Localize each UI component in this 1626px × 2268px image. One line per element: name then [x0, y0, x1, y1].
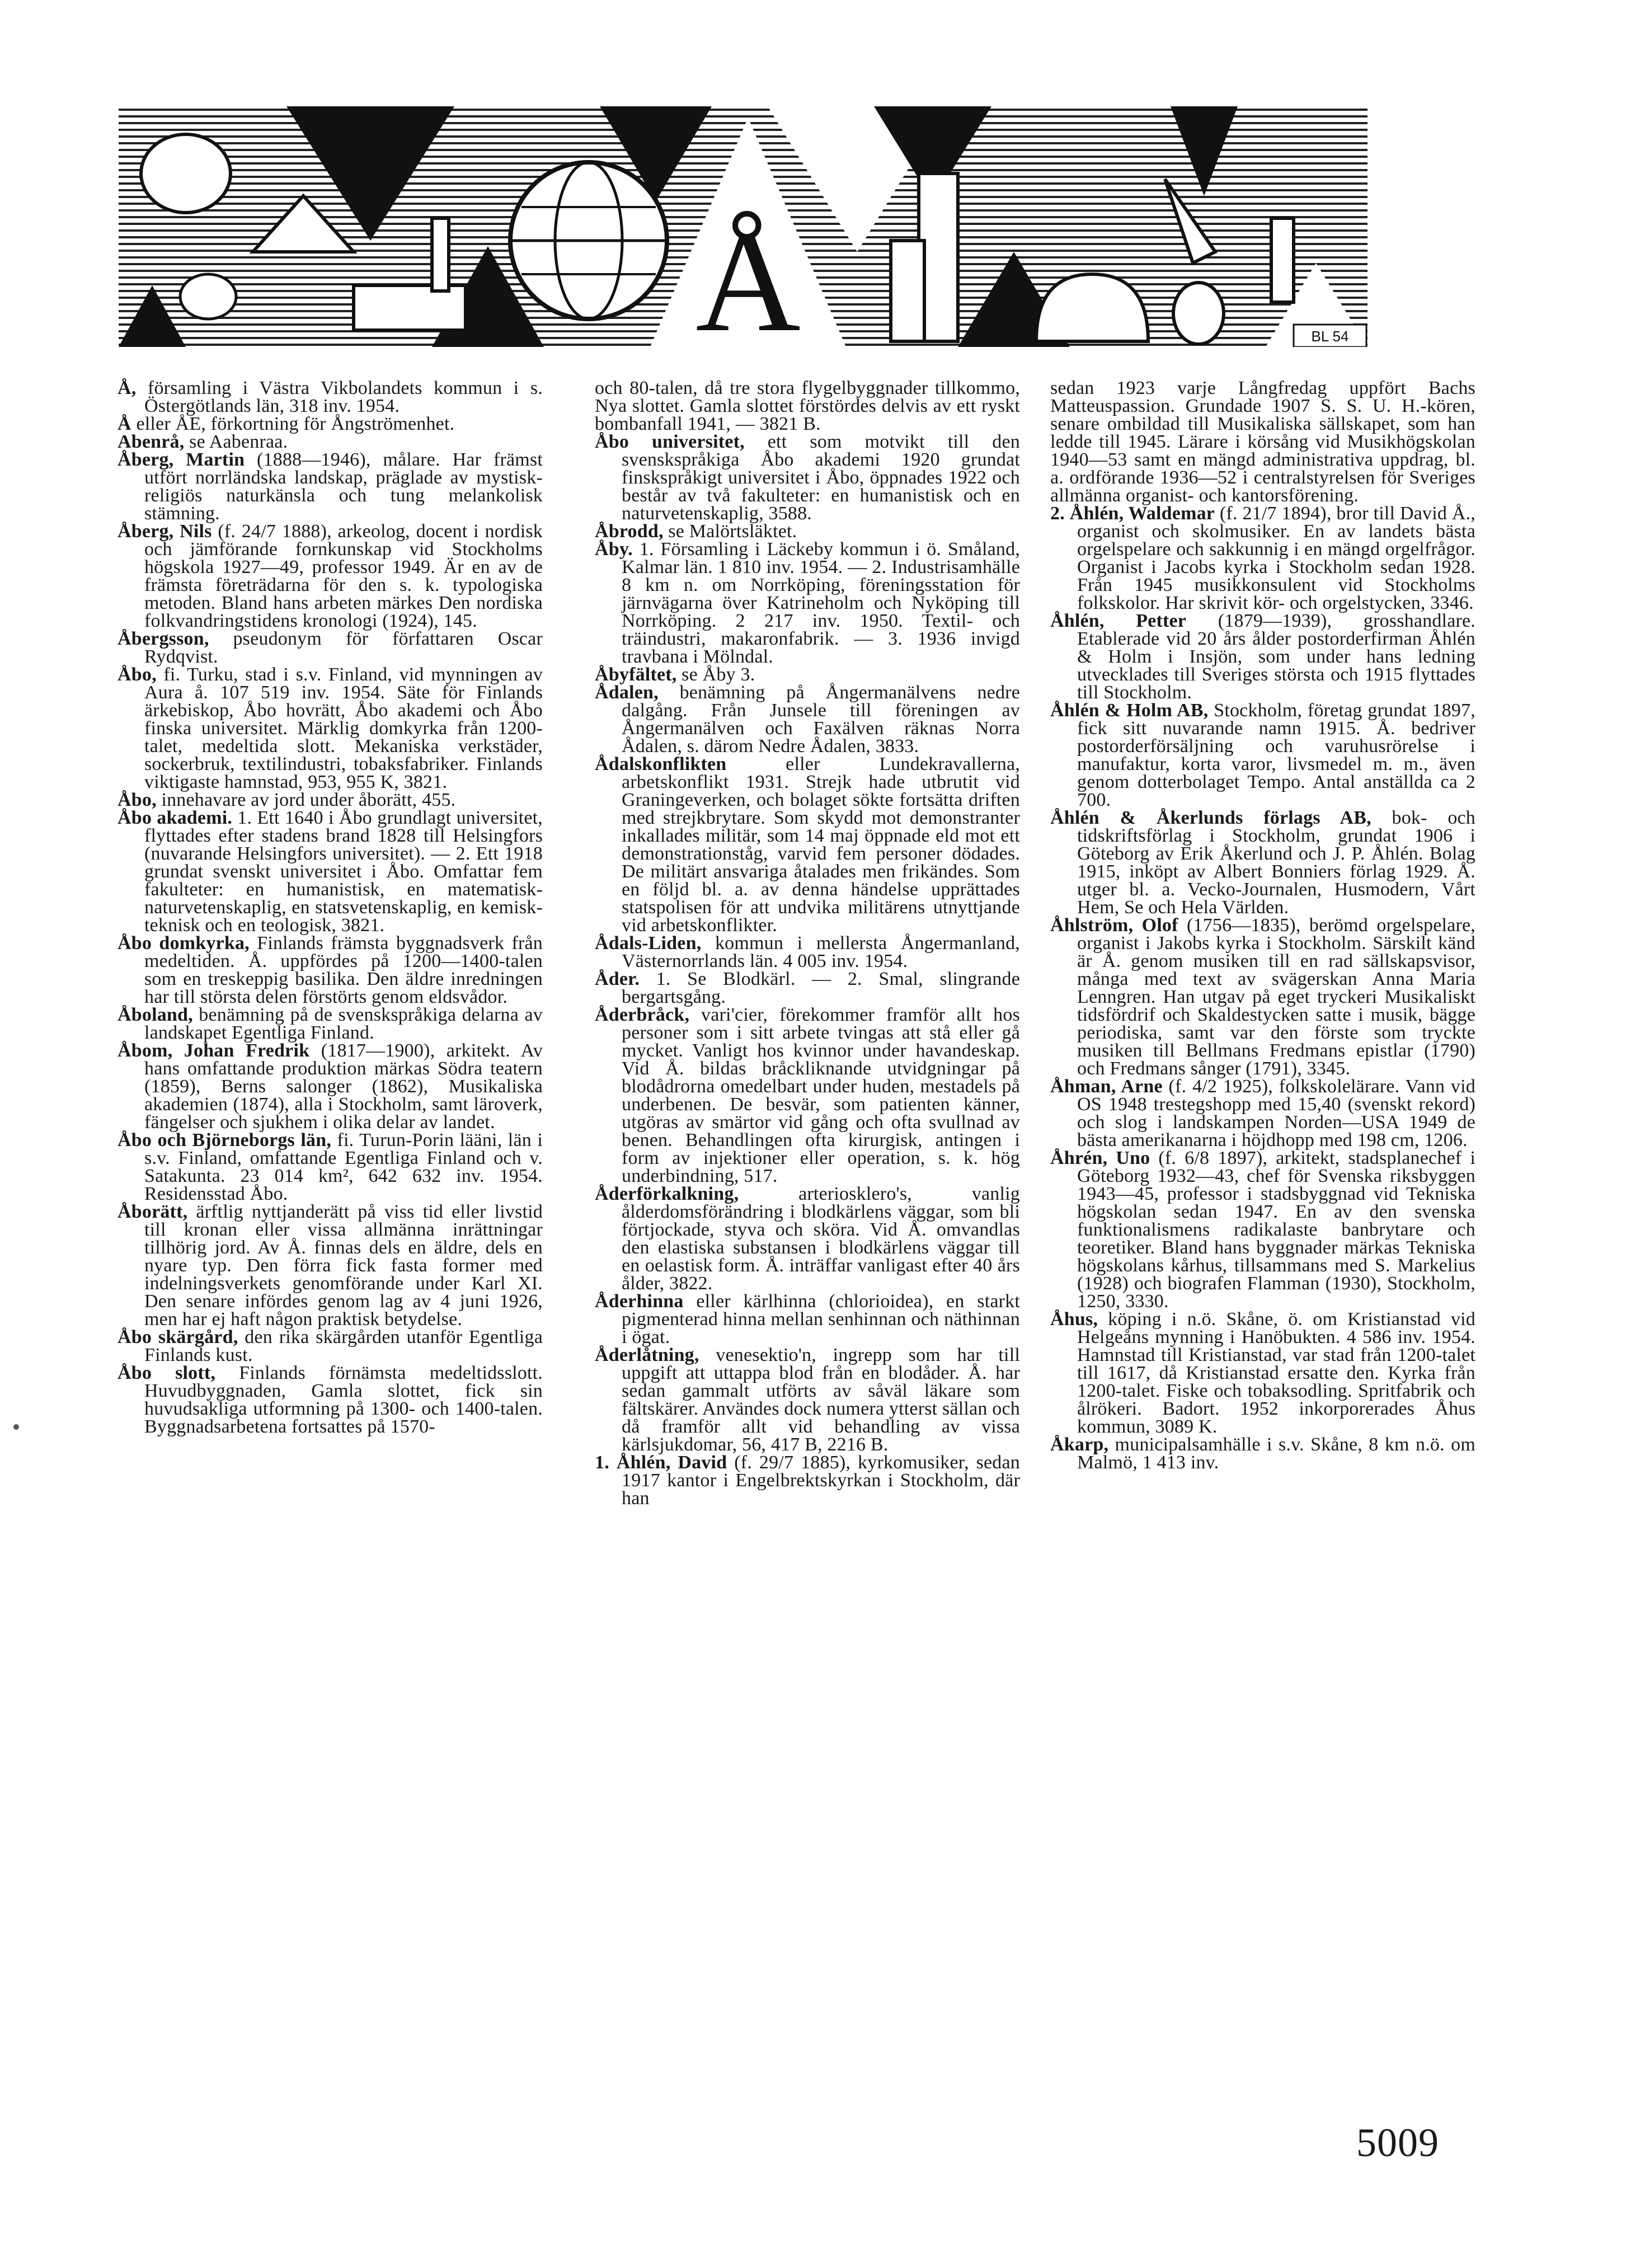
entry-headword: Åhlén & Holm AB, [1050, 700, 1209, 721]
dictionary-entry [118, 1042, 543, 1131]
dictionary-entry [595, 379, 1020, 433]
entry-text: benämning på Ångermanälvens nedre dalgång. Från Junsele till föreningen av Ångermanälven och Faxälven räknas Norra Ådalen, s. därom Nedre Ådalen, 3833. [622, 682, 1020, 757]
dictionary-entry [595, 1346, 1020, 1454]
entry-text: eller kärlhinna (chlorioidea), en starkt pigmenterad hinna mellan senhinnan och näthinnan i ögat. [622, 1291, 1020, 1347]
entry-headword: Åbo slott, [118, 1363, 216, 1383]
dictionary-entry [595, 1454, 1020, 1508]
dictionary-entry [1050, 612, 1475, 702]
entry-text: (1879—1939), grosshandlare. Etablerade vid 20 års ålder postorderfirman Åhlén & Holm i Insjön, som under hans ledning utvecklades till Sveriges största och 1915 flyttades till Stockholm. [1077, 611, 1475, 703]
entry-text: Stockholm, företag grundat 1897, fick sitt nuvarande namn 1915. Å. bedriver postorderförsäljning och varuhusrörelse i manufaktur, korta varor, livsmedel m. m., även genom dotterbolaget Tempo. Antal anställda ca 2 700. [1077, 700, 1475, 810]
entry-text: (f. 24/7 1888), arkeolog, docent i nordisk och jämförande fornkunskap vid Stockholms högskola 1927—49, professor 1949. Är en av de främsta företrädarna för den s. k. typologiska metoden. Bland hans arbeten märkes Den nordiska folkvandringstidens kronologi (1924), 145. [144, 521, 543, 631]
entry-text: Finlands förnämsta medeltidsslott. Huvudbyggnaden, Gamla slottet, fick sin huvudsakliga utformning på 1300- och 1400-talen. Byggnadsarbetena fortsattes på 1570- [144, 1363, 543, 1437]
banner-letter: Å [695, 201, 801, 347]
page-number: 5009 [1356, 2120, 1439, 2165]
violin-icon [1173, 283, 1224, 344]
dictionary-entry [1050, 702, 1475, 809]
entry-headword: 2. Åhlén, Waldemar [1050, 503, 1215, 524]
dictionary-entry [595, 541, 1020, 666]
entry-text: kommun i mellersta Ångermanland, Västernorrlands län. 4 005 inv. 1954. [622, 933, 1020, 971]
entry-text: (f. 6/8 1897), arkitekt, stadsplanechef i Göteborg 1932—43, chef för Svenska riksbyggen 1943—45, professor i stadsbyggnad vid Tekniska högskolan sedan 1947. En av den svenska funktionalismens radikalaste banbrytare och teoretiker. Bland hans byggnader märkas Tekniska högskolans kårhus, tillsammans med S. Markelius (1928) och biografen Flamman (1930), Stockholm, 1250, 3330. [1077, 1148, 1475, 1312]
dictionary-entry [595, 433, 1020, 523]
dictionary-entry [118, 523, 543, 630]
entry-text: venesektio'n, ingrepp som har till uppgift att uttappa blod från en blodåder. Å. har sedan gammalt utförts av såväl läkare som fältskärer. Användes dock numera ytterst sällan och då framför allt vid behandling av vissa kärlsjukdomar, 56, 417 B, 2216 B. [622, 1345, 1020, 1455]
entry-text: eller Lundekravallerna, arbetskonflikt 1931. Strejk hade utbrutit vid Graningeverken, och bolaget sökte fortsätta driften med strejkbrytare. Som skydd mot demonstranter inkallades militär, som 14 maj öppnade eld mot ett demonstrationståg, varvid fem personer dödades. De militärt ansvariga åtalades men frikändes. Som en följd bl. a. av denna händelse upprättades statspolisen för att undvika militärens utnyttjande vid arbetskonflikter. [622, 754, 1020, 936]
dictionary-entry [118, 1203, 543, 1328]
dictionary-entry [595, 684, 1020, 755]
entry-headword: Åderlåtning, [595, 1345, 699, 1365]
entry-text: 1. Se Blodkärl. — 2. Smal, slingrande bergartsgång. [622, 969, 1020, 1007]
entry-text: (f. 4/2 1925), folkskolelärare. Vann vid OS 1948 trestegshopp med 15,40 (svenskt rekord) och slog i landskampen Norden—USA 1949 de bästa amerikanarna i höjdhopp med 198 cm, 1206. [1077, 1076, 1475, 1151]
column-3 [1050, 379, 1475, 1472]
entry-headword: Åhlén & Åkerlunds förlags AB, [1050, 807, 1371, 828]
entry-headword: Åhlström, Olof [1050, 915, 1178, 936]
dictionary-entry [118, 666, 543, 791]
palette-icon [141, 134, 231, 213]
dictionary-entry [118, 791, 543, 809]
dictionary-entry [1050, 1436, 1475, 1472]
dictionary-entry [118, 935, 543, 1006]
entry-text: sedan 1923 varje Långfredag uppfört Bachs Matteuspassion. Grundade 1907 S. S. U. H.-kören, senare ombildad till Musikaliska sällskapet, som han ledde till 1945. Lärare i körsång vid Musikhögskolan 1940—53 samt en mängd administrativa uppdrag, bl. a. ordförande 1936—52 i centralstyrelsen för Sveriges allmänna organist- och kantorsförening. [1050, 378, 1475, 506]
entry-headword: Åberg, Martin [118, 449, 245, 470]
entry-headword: Åder. [595, 969, 640, 989]
entry-headword: Ådalen, [595, 682, 659, 703]
decorative-banner [119, 106, 1367, 347]
dictionary-entry [118, 379, 543, 415]
entry-headword: Åhman, Arne [1050, 1076, 1163, 1097]
signature: BL 54 [1311, 328, 1349, 345]
entry-headword: Åbo skärgård, [118, 1327, 238, 1347]
dictionary-entry [1050, 1311, 1475, 1436]
dictionary-entry [595, 666, 1020, 684]
entry-headword: Å, [118, 378, 137, 398]
entry-headword: Åbo akademi. [118, 807, 233, 828]
dictionary-entry [595, 970, 1020, 1006]
dictionary-entry [1050, 379, 1475, 505]
entry-text: (1888—1946), målare. Har främst utfört norrländska landskap, präglade av mystisk-religiös naturkänsla och tung melankolisk stämning. [144, 449, 543, 524]
entry-headword: Åbo, [118, 664, 157, 685]
dictionary-entry [1050, 1078, 1475, 1149]
entry-headword: Åkarp, [1050, 1434, 1109, 1455]
entry-text: vari'cier, förekommer framför allt hos personer som i sitt arbete tvingas att stå eller gå mycket. Vanligt hos kvinnor under havandeskap. Vid Å. bildas bråckliknande utvidgningar på blodådrorna omedelbart under huden, mestadels på underbenen. De besvär, som patienten känner, utgöras av smärtor vid gång och ofta svullnad av benen. Behandlingen ofta kirurgisk, antingen i form av injektioner eller operation, s. k. hög underbindning, 517. [622, 1004, 1020, 1186]
dictionary-entry [118, 809, 543, 935]
entry-headword: 1. Åhlén, David [595, 1452, 727, 1473]
dictionary-entry [118, 1006, 543, 1042]
entry-headword: Åbom, Johan Fredrik [118, 1040, 310, 1061]
entry-headword: Ådals-Liden, [595, 933, 702, 954]
entry-headword: Åbo domkyrka, [118, 933, 250, 954]
dictionary-entry [1050, 1149, 1475, 1311]
entry-headword: Åderförkalkning, [595, 1184, 739, 1204]
entry-text: (f. 29/7 1885), kyrkomusiker, sedan 1917 kantor i Engelbrektskyrkan i Stockholm, där han [622, 1452, 1020, 1509]
entry-text: fi. Turku, stad i s.v. Finland, vid mynningen av Aura å. 107 519 inv. 1954. Säte för Finlands ärkebiskop, Åbo hovrätt, Åbo akademi och Åbo finska universitet. Märklig domkyrka från 1200-talet, medeltida slott. Mekaniska verkstäder, sockerbruk, textilindustri, tobaksfabriker. Finlands viktigaste hamnstad, 953, 955 K, 3821. [144, 664, 543, 792]
entry-text: och 80-talen, då tre stora flygelbyggnader tillkommo, Nya slottet. Gamla slottet förstördes delvis av ett ryskt bombanfall 1941, — 3821 B. [595, 378, 1020, 434]
dictionary-entry [595, 1185, 1020, 1293]
entry-headword: Åborätt, [118, 1201, 188, 1222]
dictionary-entry [1050, 505, 1475, 612]
entry-headword: Åbo och Björneborgs län, [118, 1130, 332, 1151]
entry-text: se Åby 3. [676, 664, 755, 685]
butterfly-icon [180, 274, 236, 319]
entry-headword: Å [118, 414, 131, 434]
entry-headword: Åhrén, Uno [1050, 1148, 1150, 1168]
entry-text: den rika skärgården utanför Egentliga Finlands kust. [144, 1327, 543, 1365]
entry-text: eller ÅE, förkortning för Ångströmenhet. [131, 414, 455, 434]
entry-text: pseudonym för författaren Oscar Rydqvist. [144, 628, 543, 667]
dictionary-entry [118, 1328, 543, 1364]
entry-text: ärftlig nyttjanderätt på viss tid eller livstid till kronan eller vissa allmänna inrättningar tillhörig jord. Av Å. finnas dels en äldre, dels en nyare typ. Den förra fick fasta former med indelningsverkets genomförande under Karl XI. Den senare infördes genom lag av 4 juni 1926, men har ej haft någon praktisk betydelse. [144, 1201, 543, 1330]
entry-text: 1. Församling i Läckeby kommun i ö. Småland, Kalmar län. 1 810 inv. 1954. — 2. Industrisamhälle 8 km n. om Norrköping, föreningsstation för järnvägarna över Katrineholm och Nyköping till Norrköping. 2 217 inv. 1950. Textil- och träindustri, makaronfabrik. — 3. 1936 invigd travbana i Mölndal. [622, 539, 1020, 667]
dictionary-entry [118, 630, 543, 666]
dictionary-entry [118, 451, 543, 523]
entry-headword: Åbo, [118, 790, 157, 810]
dictionary-entry [595, 1006, 1020, 1185]
entry-text: Finlands främsta byggnadsverk från medeltiden. Å. uppfördes på 1200—1400-talen som en treskeppig basilika. Den äldre inredningen har till största delen förstörts genom eldsvådor. [144, 933, 543, 1007]
entry-headword: Åbo universitet, [595, 431, 745, 452]
entry-headword: Åbergsson, [118, 628, 209, 649]
entry-headword: Åhlén, Petter [1050, 611, 1187, 631]
entry-text: församling i Västra Vikbolandets kommun i s. Östergötlands län, 318 inv. 1954. [136, 378, 543, 416]
entry-text: benämning på de svenskspråkiga delarna av landskapet Egentliga Finland. [144, 1004, 543, 1043]
dictionary-entry [595, 755, 1020, 935]
entry-text: bok- och tidskriftsförlag i Stockholm, grundat 1906 i Göteborg av Erik Åkerlund och J. P. Åhlén. Bolag 1915, inköpt av Albert Bonniers förlag 1929. Å. utger bl. a. Vecko-Journalen, Husmodern, Vårt Hem, Se och Hela Världen. [1077, 807, 1476, 918]
entry-text: ett som motvikt till den svenskspråkiga Åbo akademi 1920 grundat finskspråkigt universitet i Åbo, öppnades 1922 och består av två fakulteter: en humanistisk och en naturvetenskaplig, 3588. [622, 431, 1020, 524]
entry-text: (1756—1835), berömd orgelspelare, organist i Jakobs kyrka i Stockholm. Särskilt känd är Å. genom musiken till en rad sällskapsvisor, många med text av svägerskan Anna Maria Lenngren. Han utgav på eget tryckeri Musikaliskt tidsfördrif och Skaldestycken satte i musik, bägge periodiska, samt var den förste som tryckte musiken till Bellmans Fredmans epistlar (1790) och Fredmans sånger (1791), 3345. [1077, 915, 1475, 1079]
entry-headword: Åberg, Nils [118, 521, 212, 542]
entry-headword: Abenrå, [118, 431, 185, 452]
dictionary-entry [595, 1293, 1020, 1346]
entry-text: köping i n.ö. Skåne, ö. om Kristianstad vid Helgeåns mynning i Hanöbukten. 4 586 inv. 1954. Hamnstad till Kristianstad, var stad från 1200-talet till 1617, då Kristianstad ersatte den. Kyrka från 1200-talet. Fiske och tobaksodling. Spritfabrik och ålrökeri. Badort. 1952 inkorporerades Åhus kommun, 3089 K. [1077, 1309, 1475, 1437]
entry-headword: Åbyfältet, [595, 664, 677, 685]
entry-text: se Malörtsläktet. [663, 521, 797, 542]
entry-text: 1. Ett 1640 i Åbo grundlagt universitet, flyttades efter stadens brand 1828 till Helsingfors (nuvarande Helsingfors universitet). — 2. Ett 1918 grundat svenskt universitet i Åbo. Omfattar fem fakulteter: en humanistisk, en matematisk-naturvetenskaplig, en statsvetenskaplig, en kemisk-teknisk och en teologisk, 3821. [144, 807, 543, 936]
banner-illustration [119, 106, 1367, 347]
entry-text: (1817—1900), arkitekt. Av hans omfattande produktion märkas Södra teatern (1859), Berns salonger (1862), Musikaliska akademien (1874), alla i Stockholm, samt läroverk, fängelser och sjukhem i olika delar av landet. [144, 1040, 543, 1133]
entry-text: fi. Turun-Porin lääni, län i s.v. Finland, omfattande Egentliga Finland och v. Satakunta. 23 014 km², 642 632 inv. 1954. Residensstad Åbo. [144, 1130, 543, 1204]
margin-dot [13, 1424, 19, 1430]
dictionary-entry [595, 523, 1020, 541]
entry-headword: Åboland, [118, 1004, 193, 1025]
entry-headword: Åderbråck, [595, 1004, 690, 1025]
entry-headword: Åhus, [1050, 1309, 1098, 1330]
entry-headword: Ådalskonflikten [595, 754, 727, 774]
microscope-icon [1271, 218, 1294, 302]
entry-headword: Åby. [595, 539, 633, 560]
column-1 [118, 379, 543, 1436]
entry-text: innehavare av jord under åborätt, 455. [156, 790, 456, 810]
entry-text: arteriosklero's, vanlig ålderdomsförändring i blodkärlens väggar, som bli förtjockade, styva och sköra. Vid Å. omvandlas den elastiska substansen i blodkärlens väggar till en oelastisk form. Å. inträffar vanligast efter 40 års ålder, 3822. [622, 1184, 1020, 1294]
dictionary-entry [118, 433, 543, 451]
entry-headword: Åbrodd, [595, 521, 664, 542]
dictionary-entry [118, 415, 543, 433]
entry-text: municipalsamhälle i s.v. Skåne, 8 km n.ö. om Malmö, 1 413 inv. [1077, 1434, 1475, 1473]
dictionary-entry [595, 935, 1020, 970]
dictionary-entry [118, 1364, 543, 1436]
entry-text: se Aabenraa. [184, 431, 288, 452]
column-2 [595, 379, 1020, 1508]
dictionary-entry [118, 1131, 543, 1203]
entry-headword: Åderhinna [595, 1291, 684, 1312]
entry-text: (f. 21/7 1894), bror till David Å., organist och skolmusiker. En av landets bästa orgelspelare och sakkunnig i en mängd orgelfrågor. Organist i Jacobs kyrka i Stockholm sedan 1928. Från 1945 musikkonsulent vid Stockholms folkskolor. Har skrivit kör- och orgelstycken, 3346. [1077, 503, 1475, 613]
dictionary-entry [1050, 917, 1475, 1078]
dictionary-entry [1050, 809, 1475, 917]
